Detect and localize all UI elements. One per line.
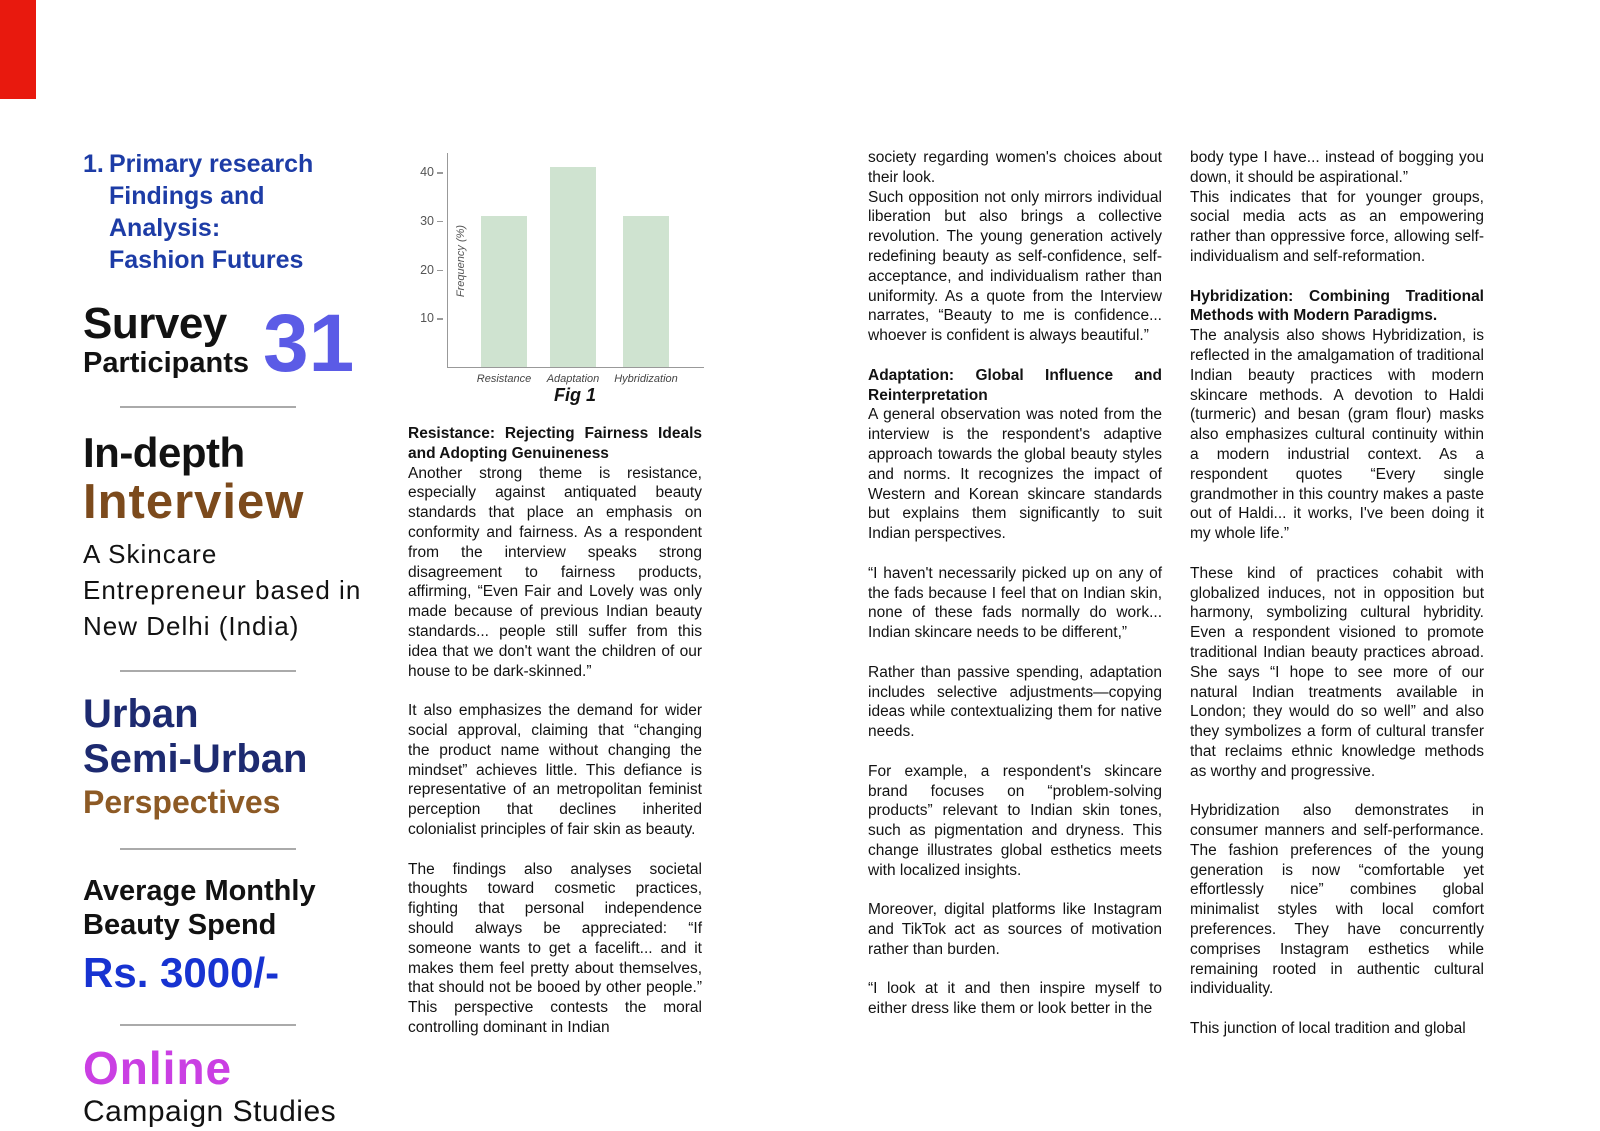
stats-sidebar — [83, 148, 379, 1130]
paragraph: Moreover, digital platforms like Instagram and TikTok act as sources of motivation rather than burden. — [868, 901, 1162, 958]
perspectives-label: Perspectives — [83, 784, 281, 820]
section-number: 1. — [83, 150, 104, 178]
paragraph: “I look at it and then inspire myself to either dress like them or look better in the — [868, 980, 1162, 1018]
participants-word: Participants — [83, 347, 249, 379]
divider — [120, 406, 296, 408]
beauty-spend-label: Average Monthly Beauty Spend — [83, 875, 316, 941]
x-tick-hybridization: Hybridization — [614, 373, 678, 385]
paragraph: Such opposition not only mirrors individual liberation but also brings a collective revolution. The young generation actively redefining beauty as self-confidence, self-acceptance, and individualism rather than uniformity. As a quote from the Interview narrates, “Beauty to me is confidence... whoever is confident is always beautiful.” — [868, 188, 1162, 345]
paragraph: Hybridization also demonstrates in consumer manners and self-performance. The fashion preferences of the young generation is now “comfortable yet effortlessly nice” combines global minimalist styles with local comfort preferences. They have concurrently comprises Instagram esthetics while remaining rooted in authentic cultural individuality. — [1190, 802, 1484, 998]
semi-urban-label: Semi-Urban — [83, 737, 308, 781]
survey-participants-stat — [83, 298, 379, 389]
text-column-hybridization — [1190, 148, 1484, 1039]
paragraph: This junction of local tradition and global — [1190, 1020, 1466, 1038]
paragraph: Another strong theme is resistance, especially against antiquated beauty standards that place an emphasis on conformity and fairness. As a respondent from the interview speaks strong disagreement to fairness products, affirming, “Even Fair and Lovely was only made because of previous Indian beauty standards... people still suffer from this idea that we don't want the children of our house to be dark-skinned.” — [408, 464, 702, 680]
divider — [120, 670, 296, 672]
paragraph: The findings also analyses societal thoughts toward cosmetic practices, fighting that personal independence should always be appreciated: “If someone wants to get a facelift... and it makes them feel pretty about themselves, that should not be booed by other people.” This perspective contests the moral controlling dominant in Indian — [408, 860, 702, 1036]
online-label: Online — [83, 1042, 233, 1094]
title-line-2: Findings and Analysis: — [109, 182, 265, 242]
paragraph: A general observation was noted from the interview is the respondent's adaptive approach towards the global beauty styles and norms. It recognizes the impact of Western and Korean skincare standards but explains them significantly to suit Indian perspectives. — [868, 406, 1162, 543]
y-tick-30: 30 — [420, 213, 434, 228]
interviewee-description: A Skincare Entrepreneur based in New Delhi (India) — [83, 539, 362, 641]
paragraph: The analysis also shows Hybridization, is reflected in the amalgamation of traditional Indian beauty practices with modern skincare methods. A devotion to Haldi (turmeric) and besan (gram flour) masks also emphasizes cultural continuity within a modern industrial context. As a respondent quotes “Every single grandmother in this country makes a paste out of Haldi... it works, I've been doing it my whole life.” — [1190, 327, 1484, 543]
title-line-1: Primary research — [109, 150, 314, 178]
y-tick-10: 10 — [420, 311, 434, 326]
text-column-adaptation — [868, 148, 1162, 1019]
paragraph: These kind of practices cohabit with globalized induces, not in opposition but harmony, symbolizing cultural hybridity. Even a respondent visioned to promote traditional Indian beauty practices abroad. She says “I hope to see more of our natural Indian treatments available in London; they would do so well” and also they symbolizes a form of cultural transfer that reclaims ethnic knowledge methods as worthy and progressive. — [1190, 564, 1484, 780]
participants-count: 31 — [263, 298, 355, 389]
indepth-label: In-depth — [83, 429, 245, 476]
frequency-bar-chart — [400, 145, 712, 413]
campaign-studies-label: Campaign Studies — [83, 1095, 337, 1128]
x-tick-resistance: Resistance — [476, 373, 532, 385]
urban-label: Urban — [83, 692, 199, 736]
bar-adaptation — [550, 167, 596, 367]
heading-hybridization: Hybridization: Combining Traditional Methods with Modern Paradigms. — [1190, 287, 1484, 325]
heading-resistance: Resistance: Rejecting Fairness Ideals and Adopting Genuineness — [408, 425, 702, 462]
x-tick-adaptation: Adaptation — [546, 373, 600, 385]
survey-participants-label — [83, 299, 249, 380]
y-tick-40: 40 — [420, 165, 434, 180]
y-tick-20: 20 — [420, 262, 434, 277]
paragraph: body type I have... instead of bogging you down, it should be aspirational.” — [1190, 149, 1484, 186]
beauty-spend-value: Rs. 3000/- — [83, 949, 280, 996]
text-column-resistance — [408, 424, 702, 1038]
page-corner-marker — [0, 0, 36, 99]
paragraph: For example, a respondent's skincare brand focuses on “problem-solving products” relevant to Indian skin tones, such as pigmentation and dryness. This change illustrates global esthetics meets with localized insights. — [868, 762, 1162, 879]
heading-adaptation: Adaptation: Global Influence and Reinterpretation — [868, 366, 1162, 404]
paragraph: Rather than passive spending, adaptation includes selective adjustments—copying ideas while contextualizing them for native needs. — [868, 663, 1162, 741]
figure-caption: Fig 1 — [553, 385, 596, 405]
section-title — [83, 148, 379, 276]
section-title-lines — [109, 148, 379, 276]
bar-hybridization — [623, 216, 669, 367]
paragraph: society regarding women's choices about their look. — [868, 149, 1162, 186]
y-axis-label: Frequency (%) — [455, 224, 467, 298]
interview-label: Interview — [83, 475, 305, 529]
divider — [120, 1024, 296, 1026]
paragraph: This indicates that for younger groups, social media acts as an empowering rather than oppressive force, allowing self-individualism and self-reformation. — [1190, 188, 1484, 265]
paragraph: “I haven't necessarily picked up on any of the fads because I feel that on Indian skin, none of these fads normally do work... Indian skincare needs to be different,” — [868, 564, 1162, 642]
bar-resistance — [481, 216, 527, 367]
paragraph: It also emphasizes the demand for wider social approval, claiming that “changing the product name without changing the mindset” achieves little. This defiance is representative of an metropolitan feminist perception that declines inherited colonialist principles of fair skin as beauty. — [408, 702, 702, 838]
title-line-3: Fashion Futures — [109, 246, 304, 274]
divider — [120, 848, 296, 850]
survey-word: Survey — [83, 299, 227, 348]
